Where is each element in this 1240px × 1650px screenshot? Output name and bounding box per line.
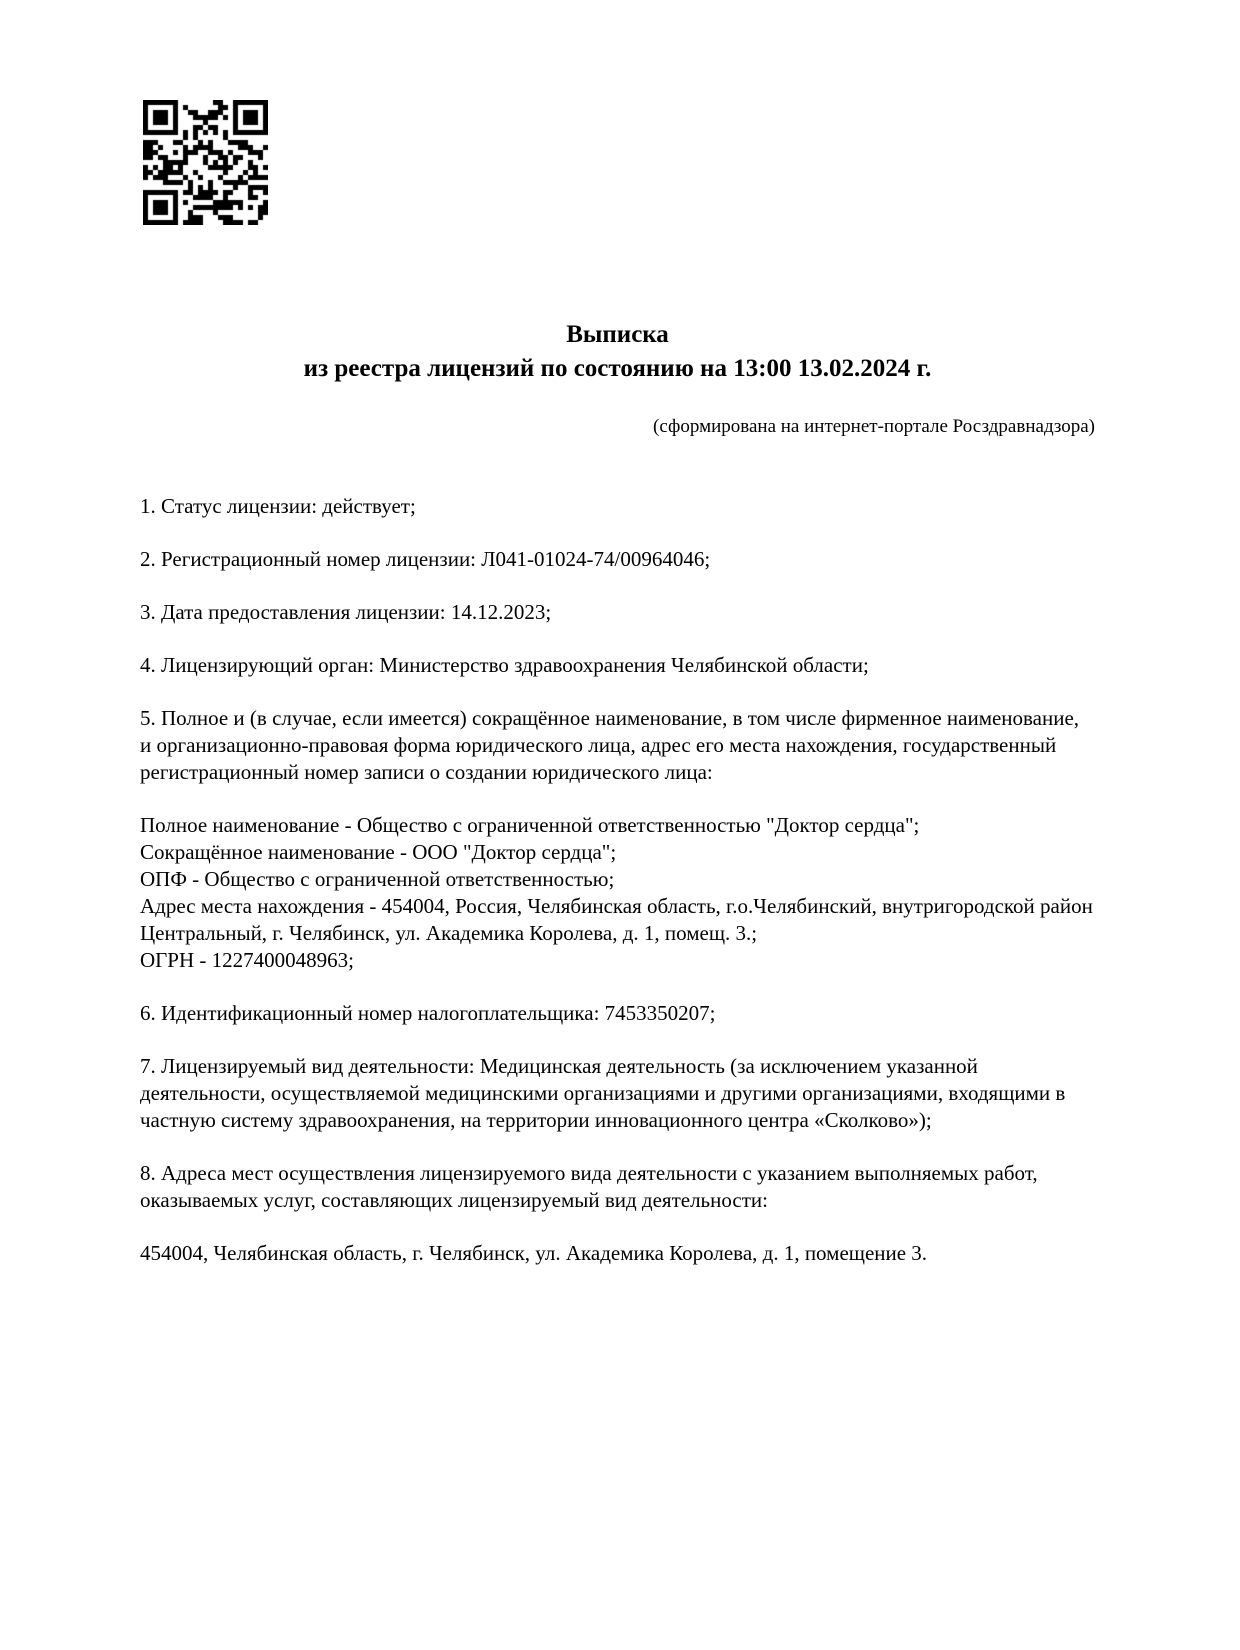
- document-title-line1: Выписка: [566, 321, 669, 348]
- qr-code-icon: [143, 100, 268, 225]
- full-name-line: Полное наименование - Общество с ограниченной ответственностью "Доктор сердца";: [140, 813, 920, 837]
- status-line: 1. Статус лицензии: действует;: [140, 494, 416, 518]
- opf-line: ОПФ - Общество с ограниченной ответственностью;: [140, 867, 615, 891]
- document-title: [140, 318, 1095, 386]
- activity-address-line: 454004, Челябинская область, г. Челябинск, ул. Академика Королева, д. 1, помещение 3.: [140, 1241, 928, 1265]
- addresses-heading: 8. Адреса мест осуществления лицензируемого вида деятельности с указанием выполняемых работ, оказываемых услуг, составляющих лицензируемый вид деятельности:: [140, 1161, 1038, 1212]
- activity-type-paragraph: 7. Лицензируемый вид деятельности: Медицинская деятельность (за исключением указанной деятельности, осуществляемой медицинскими организациями и другими организациями, входящими в частную систему здравоохранения, на территории инновационного центра «Сколково»);: [140, 1054, 1066, 1132]
- grant-date-line: 3. Дата предоставления лицензии: 14.12.2023;: [140, 600, 552, 624]
- licensing-authority-line: 4. Лицензирующий орган: Министерство здравоохранения Челябинской области;: [140, 653, 869, 677]
- generation-note: (сформирована на интернет-портале Росздравнадзора): [653, 416, 1095, 437]
- qr-code-canvas: [143, 100, 268, 225]
- org-details-block: [140, 812, 1095, 974]
- document-body: [140, 493, 1095, 1267]
- ogrn-line: ОГРН - 1227400048963;: [140, 948, 354, 972]
- document-title-line2: из реестра лицензий по состоянию на 13:00 13.02.2024 г.: [303, 355, 932, 382]
- registration-number-line: 2. Регистрационный номер лицензии: Л041-01024-74/00964046;: [140, 547, 711, 571]
- inn-line: 6. Идентификационный номер налогоплательщика: 7453350207;: [140, 1001, 716, 1025]
- short-name-line: Сокращённое наименование - ООО "Доктор сердца";: [140, 840, 617, 864]
- address-line: Адрес места нахождения - 454004, Россия, Челябинская область, г.о.Челябинский, внутригородской район Центральный, г. Челябинск, ул. Академика Королева, д. 1, помещ. 3.;: [140, 894, 1093, 945]
- org-info-heading: 5. Полное и (в случае, если имеется) сокращённое наименование, в том числе фирменное наименование, и организационно-правовая форма юридического лица, адрес его места нахождения, государственный регистрационный номер записи о создании юридического лица:: [140, 706, 1080, 784]
